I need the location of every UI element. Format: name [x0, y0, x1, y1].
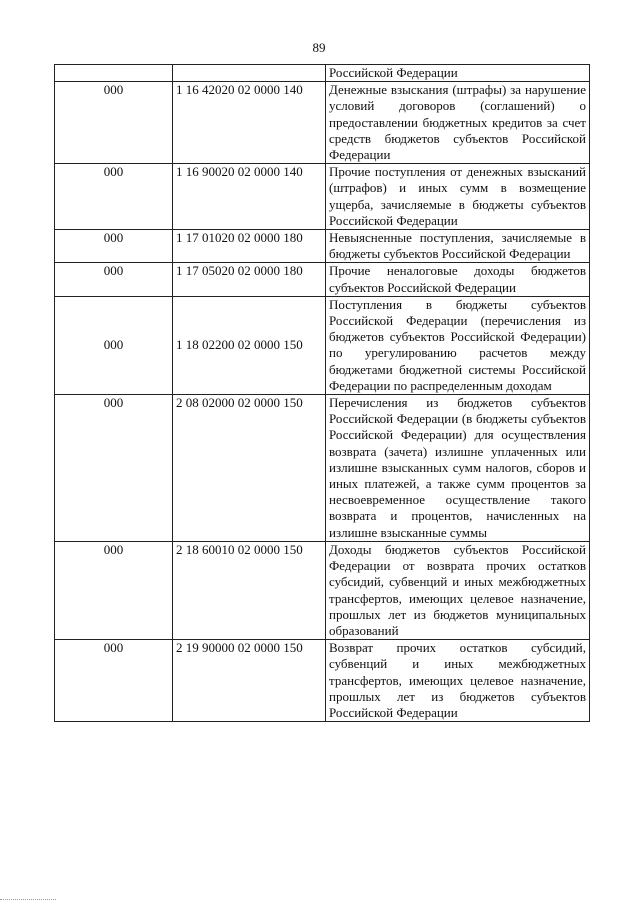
admin-code-cell: 000: [55, 164, 173, 230]
revenue-name-cell: Невыясненные поступления, зачисляемые в бюджеты субъектов Российской Федерации: [326, 230, 590, 263]
budget-code-cell: 2 18 60010 02 0000 150: [173, 541, 326, 639]
budget-code-cell: 2 08 02000 02 0000 150: [173, 395, 326, 542]
budget-code-cell: 1 16 90020 02 0000 140: [173, 164, 326, 230]
budget-code-cell: 1 17 01020 02 0000 180: [173, 230, 326, 263]
table-row: [55, 164, 590, 230]
table-row: [55, 640, 590, 722]
page-number: 89: [312, 40, 326, 55]
table-row: [55, 230, 590, 263]
budget-revenue-table: [54, 64, 590, 722]
table-row: [55, 65, 590, 82]
revenue-name-cell: Российской Федерации: [326, 65, 590, 82]
revenue-name-cell: Прочие неналоговые доходы бюджетов субъектов Российской Федерации: [326, 263, 590, 296]
revenue-name-cell: Денежные взыскания (штрафы) за нарушение условий договоров (соглашений) о предоставлении бюджетных кредитов за счет средств бюджетов субъектов Российской Федерации: [326, 82, 590, 164]
admin-code-cell: 000: [55, 82, 173, 164]
revenue-name-cell: Прочие поступления от денежных взысканий (штрафов) и иных сумм в возмещение ущерба, зачисляемые в бюджеты субъектов Российской Федерации: [326, 164, 590, 230]
revenue-name-cell: Доходы бюджетов субъектов Российской Федерации от возврата прочих остатков субсидий, субвенций и иных межбюджетных трансфертов, имеющих целевое назначение, прошлых лет из бюджетов муниципальных образований: [326, 541, 590, 639]
budget-code-cell: 1 18 02200 02 0000 150: [173, 296, 326, 394]
budget-code-cell: 2 19 90000 02 0000 150: [173, 640, 326, 722]
admin-code-cell: [55, 65, 173, 82]
table-row: [55, 296, 590, 394]
revenue-name-cell: Перечисления из бюджетов субъектов Российской Федерации (в бюджеты субъектов Российской Федерации) для осуществления возврата (зачета) излишне уплаченных или излишне взысканных сумм налогов, сборов и иных платежей, а также сумм процентов за несвоевременное осуществление такого возврата и процентов, начисленных на излишне взысканные суммы: [326, 395, 590, 542]
admin-code-cell: 000: [55, 640, 173, 722]
scan-footer-mark: [0, 899, 56, 901]
table-row: [55, 82, 590, 164]
table-row: [55, 263, 590, 296]
admin-code-cell: 000: [55, 395, 173, 542]
admin-code-cell: 000: [55, 263, 173, 296]
admin-code-cell: 000: [55, 230, 173, 263]
budget-code-cell: 1 16 42020 02 0000 140: [173, 82, 326, 164]
table-row: [55, 395, 590, 542]
budget-code-cell: [173, 65, 326, 82]
admin-code-cell: 000: [55, 541, 173, 639]
revenue-name-cell: Возврат прочих остатков субсидий, субвенций и иных межбюджетных трансфертов, имеющих целевое назначение, прошлых лет из бюджетов субъектов Российской Федерации: [326, 640, 590, 722]
revenue-name-cell: Поступления в бюджеты субъектов Российской Федерации (перечисления из бюджетов субъектов Российской Федерации) по урегулированию расчетов между бюджетами бюджетной системы Российской Федерации по распределенным доходам: [326, 296, 590, 394]
admin-code-cell: 000: [55, 296, 173, 394]
budget-code-cell: 1 17 05020 02 0000 180: [173, 263, 326, 296]
table-row: [55, 541, 590, 639]
